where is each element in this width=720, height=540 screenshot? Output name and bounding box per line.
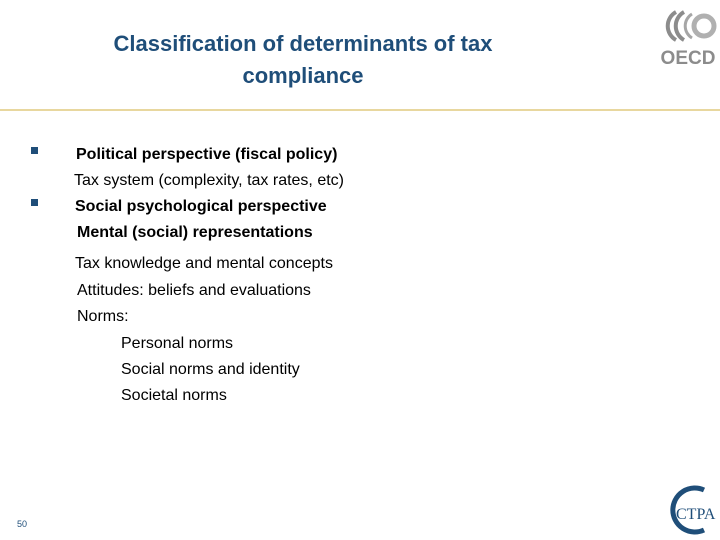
oecd-circle — [694, 16, 714, 36]
item-social-norms-identity: Social norms and identity — [121, 361, 300, 378]
page-number: 50 — [17, 519, 28, 529]
slide-title-line-1: Classification of determinants of tax — [113, 31, 493, 56]
item-mental-representations: Mental (social) representations — [77, 224, 313, 241]
ctpa-logo — [660, 482, 716, 538]
bullet-marker-1 — [31, 147, 38, 154]
oecd-arc-2 — [676, 12, 684, 40]
ctpa-wordmark: CTPA — [676, 506, 716, 523]
slide-title — [40, 28, 566, 92]
bullet-political-perspective: Political perspective (fiscal policy) — [76, 146, 338, 163]
oecd-wordmark: OECD — [660, 48, 716, 68]
item-tax-system: Tax system (complexity, tax rates, etc) — [74, 172, 344, 189]
item-attitudes: Attitudes: beliefs and evaluations — [77, 282, 311, 299]
bullet-social-psychological-perspective: Social psychological perspective — [75, 198, 327, 215]
item-tax-knowledge: Tax knowledge and mental concepts — [75, 255, 333, 272]
item-societal-norms: Societal norms — [121, 387, 227, 404]
slide-title-line-2: compliance — [242, 63, 364, 88]
oecd-logo — [654, 4, 720, 68]
item-norms: Norms: — [77, 308, 129, 325]
title-divider — [0, 109, 720, 111]
item-personal-norms: Personal norms — [121, 335, 234, 352]
bullet-marker-2 — [31, 199, 38, 206]
oecd-arc-3 — [685, 14, 692, 38]
